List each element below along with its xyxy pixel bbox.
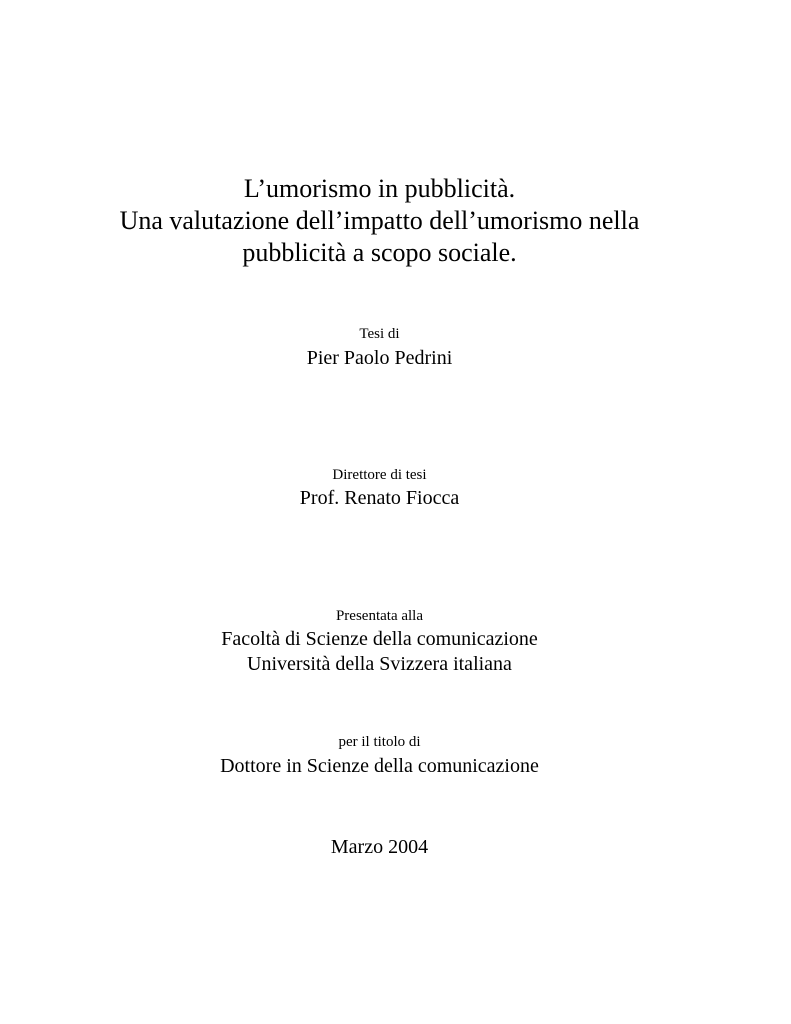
author-name: Pier Paolo Pedrini <box>306 347 453 369</box>
supervisor-label: Direttore di tesi <box>332 467 427 483</box>
supervisor-name: Prof. Renato Fiocca <box>299 487 460 509</box>
thesis-title-line-2: Una valutazione dell’impatto dell’umorismo nella <box>119 206 640 235</box>
thesis-date: Marzo 2004 <box>330 836 429 858</box>
degree-name: Dottore in Scienze della comunicazione <box>220 755 539 777</box>
author-label: Tesi di <box>359 326 400 342</box>
university-name: Università della Svizzera italiana <box>247 653 512 675</box>
degree-label: per il titolo di <box>338 734 421 750</box>
thesis-title-line-1: L’umorismo in pubblicità. <box>243 174 516 203</box>
faculty-name: Facoltà di Scienze della comunicazione <box>221 628 538 650</box>
presented-label: Presentata alla <box>335 608 424 624</box>
thesis-title-line-3: pubblicità a scopo sociale. <box>242 238 517 267</box>
